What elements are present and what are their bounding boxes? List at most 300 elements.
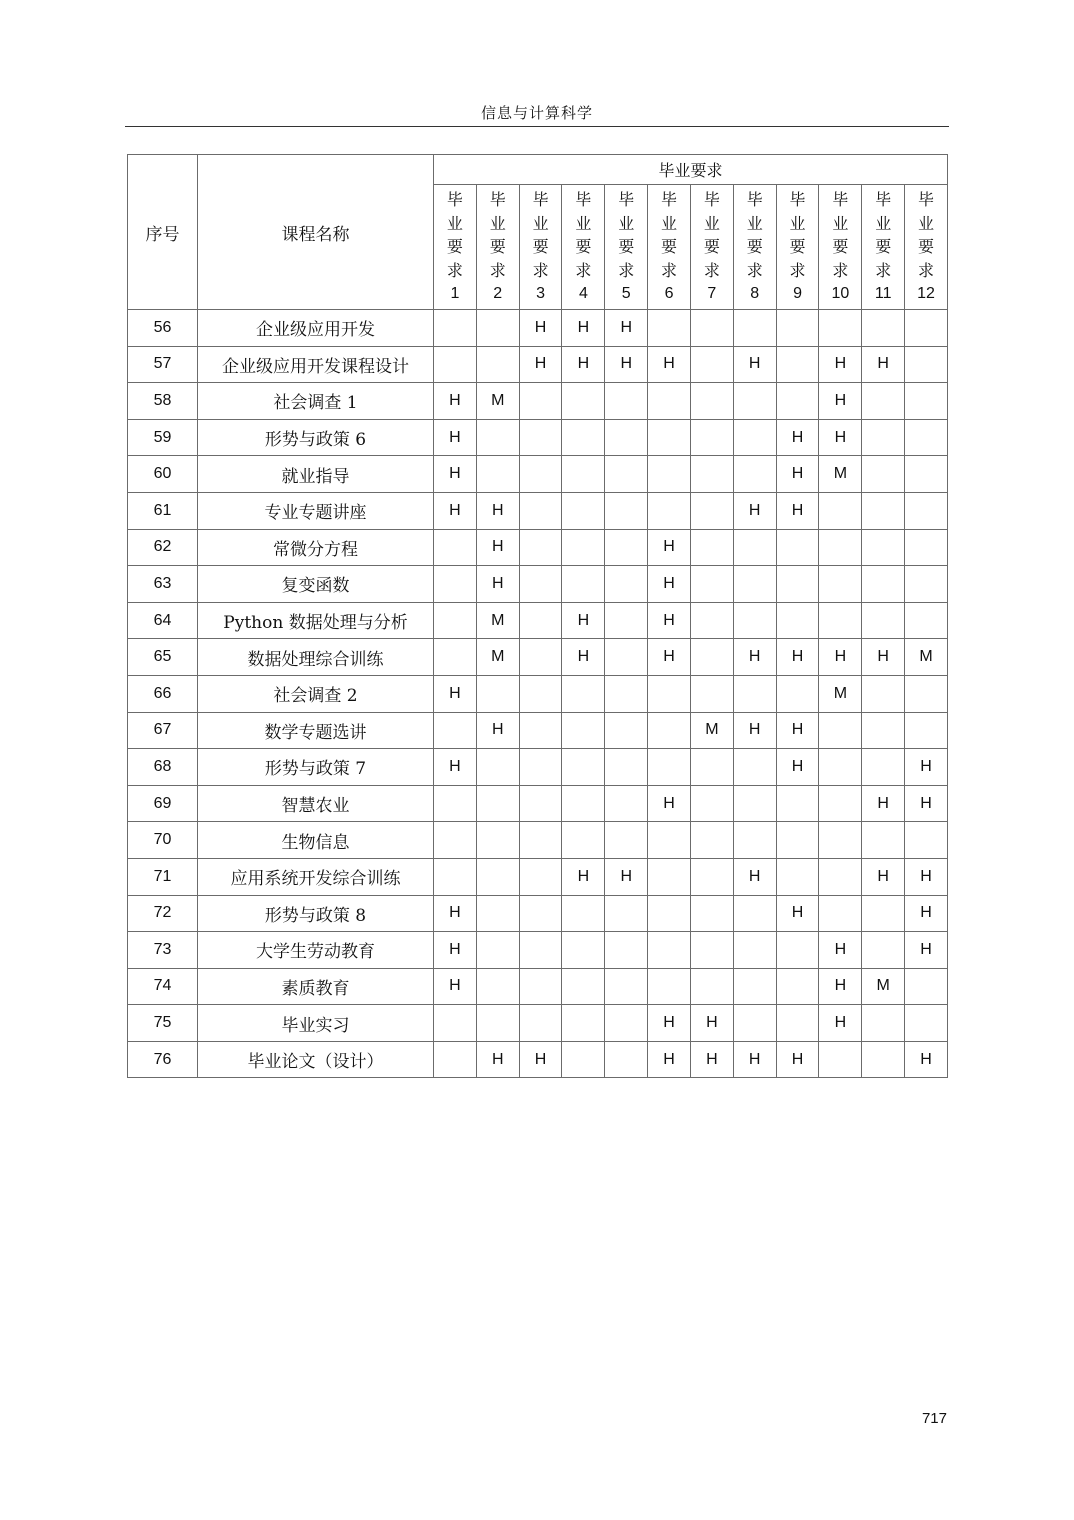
requirement-mark: H bbox=[648, 1041, 691, 1078]
requirement-mark bbox=[776, 529, 819, 566]
requirement-mark bbox=[648, 492, 691, 529]
table-row bbox=[128, 1041, 948, 1078]
requirement-mark bbox=[690, 858, 733, 895]
requirement-mark: H bbox=[733, 346, 776, 383]
requirement-mark bbox=[690, 895, 733, 932]
row-number: 58 bbox=[128, 383, 198, 420]
requirement-mark bbox=[690, 383, 733, 420]
requirement-mark bbox=[862, 895, 905, 932]
row-number: 59 bbox=[128, 419, 198, 456]
req-header-label: 毕业要求 bbox=[832, 190, 849, 280]
requirement-mark bbox=[605, 456, 648, 493]
req-header-label: 毕业要求 bbox=[489, 190, 506, 280]
requirement-mark bbox=[819, 785, 862, 822]
requirement-mark bbox=[819, 712, 862, 749]
req-header-number: 10 bbox=[831, 285, 850, 303]
requirement-mark bbox=[562, 968, 605, 1005]
requirement-mark bbox=[605, 749, 648, 786]
req-header-label: 毕业要求 bbox=[918, 190, 935, 280]
requirement-mark: M bbox=[819, 675, 862, 712]
requirement-mark bbox=[862, 419, 905, 456]
requirement-mark: H bbox=[648, 346, 691, 383]
req-header-7 bbox=[690, 185, 733, 310]
requirement-mark bbox=[905, 383, 948, 420]
course-name: 应用系统开发综合训练 bbox=[198, 858, 434, 895]
req-header-3 bbox=[519, 185, 562, 310]
requirement-mark: H bbox=[434, 456, 477, 493]
requirement-mark bbox=[519, 932, 562, 969]
requirement-mark bbox=[476, 895, 519, 932]
requirement-mark bbox=[648, 968, 691, 1005]
requirement-mark bbox=[562, 749, 605, 786]
requirement-mark bbox=[862, 712, 905, 749]
table-row bbox=[128, 968, 948, 1005]
req-header-10 bbox=[819, 185, 862, 310]
table-row bbox=[128, 456, 948, 493]
requirement-mark bbox=[434, 1005, 477, 1042]
requirement-mark bbox=[733, 456, 776, 493]
requirement-mark bbox=[519, 895, 562, 932]
requirement-mark bbox=[819, 749, 862, 786]
course-name: 就业指导 bbox=[198, 456, 434, 493]
course-name: 数据处理综合训练 bbox=[198, 639, 434, 676]
course-name: 复变函数 bbox=[198, 566, 434, 603]
requirement-mark bbox=[605, 529, 648, 566]
requirement-mark: H bbox=[905, 932, 948, 969]
course-name: 形势与政策 8 bbox=[198, 895, 434, 932]
requirement-mark bbox=[562, 419, 605, 456]
requirement-mark bbox=[776, 383, 819, 420]
requirement-mark bbox=[862, 310, 905, 347]
requirement-mark bbox=[605, 492, 648, 529]
requirement-mark bbox=[519, 858, 562, 895]
requirement-mark bbox=[819, 310, 862, 347]
requirement-mark bbox=[690, 456, 733, 493]
row-number: 56 bbox=[128, 310, 198, 347]
req-header-number: 5 bbox=[621, 285, 631, 303]
requirement-mark bbox=[562, 529, 605, 566]
requirement-mark: H bbox=[733, 712, 776, 749]
table-row bbox=[128, 1005, 948, 1042]
requirement-mark bbox=[862, 1041, 905, 1078]
row-number: 69 bbox=[128, 785, 198, 822]
row-number: 74 bbox=[128, 968, 198, 1005]
requirement-mark bbox=[733, 419, 776, 456]
requirement-mark bbox=[519, 529, 562, 566]
requirement-mark bbox=[434, 712, 477, 749]
requirement-mark: M bbox=[690, 712, 733, 749]
requirement-mark bbox=[562, 1041, 605, 1078]
requirement-mark bbox=[605, 383, 648, 420]
requirement-mark bbox=[519, 749, 562, 786]
col-course-header: 课程名称 bbox=[198, 155, 434, 310]
requirement-mark bbox=[476, 456, 519, 493]
row-number: 71 bbox=[128, 858, 198, 895]
table-row bbox=[128, 749, 948, 786]
requirement-mark bbox=[648, 456, 691, 493]
table-row bbox=[128, 419, 948, 456]
col-index-header: 序号 bbox=[128, 155, 198, 310]
requirement-mark bbox=[862, 456, 905, 493]
requirement-mark: H bbox=[476, 566, 519, 603]
requirement-mark bbox=[690, 749, 733, 786]
requirement-mark bbox=[562, 932, 605, 969]
requirement-mark: H bbox=[690, 1005, 733, 1042]
requirement-mark bbox=[776, 1005, 819, 1042]
graduation-requirements-table bbox=[127, 154, 948, 1078]
requirement-mark bbox=[648, 749, 691, 786]
course-name: 专业专题讲座 bbox=[198, 492, 434, 529]
requirement-mark bbox=[648, 712, 691, 749]
requirement-mark bbox=[519, 492, 562, 529]
requirement-mark bbox=[905, 346, 948, 383]
requirement-mark bbox=[605, 822, 648, 859]
requirement-mark bbox=[776, 822, 819, 859]
requirement-mark bbox=[905, 456, 948, 493]
requirement-mark bbox=[519, 712, 562, 749]
requirement-mark: M bbox=[476, 639, 519, 676]
requirement-mark: H bbox=[648, 602, 691, 639]
course-name: 大学生劳动教育 bbox=[198, 932, 434, 969]
requirement-mark bbox=[733, 566, 776, 603]
requirement-mark bbox=[690, 492, 733, 529]
requirement-mark bbox=[562, 895, 605, 932]
course-name: 毕业实习 bbox=[198, 1005, 434, 1042]
requirement-mark bbox=[862, 383, 905, 420]
requirement-mark bbox=[519, 456, 562, 493]
requirement-mark bbox=[605, 932, 648, 969]
req-header-number: 11 bbox=[874, 285, 892, 303]
requirement-mark bbox=[562, 785, 605, 822]
requirement-mark bbox=[690, 932, 733, 969]
course-name: 生物信息 bbox=[198, 822, 434, 859]
requirement-mark: H bbox=[862, 639, 905, 676]
requirement-mark bbox=[905, 968, 948, 1005]
requirement-mark: H bbox=[476, 492, 519, 529]
requirements-group-header: 毕业要求 bbox=[434, 155, 948, 185]
requirement-mark bbox=[819, 602, 862, 639]
requirement-mark bbox=[476, 749, 519, 786]
requirement-mark bbox=[562, 822, 605, 859]
requirement-mark bbox=[605, 895, 648, 932]
requirement-mark bbox=[476, 419, 519, 456]
requirement-mark: H bbox=[733, 639, 776, 676]
requirement-mark bbox=[519, 602, 562, 639]
requirement-mark: H bbox=[733, 1041, 776, 1078]
requirement-mark bbox=[905, 822, 948, 859]
course-name: 毕业论文（设计） bbox=[198, 1041, 434, 1078]
course-name: 形势与政策 7 bbox=[198, 749, 434, 786]
requirement-mark bbox=[733, 383, 776, 420]
row-number: 72 bbox=[128, 895, 198, 932]
requirement-mark: H bbox=[776, 492, 819, 529]
requirement-mark bbox=[434, 529, 477, 566]
row-number: 60 bbox=[128, 456, 198, 493]
requirement-mark bbox=[776, 675, 819, 712]
table-row bbox=[128, 310, 948, 347]
requirement-mark bbox=[776, 932, 819, 969]
requirement-mark bbox=[648, 932, 691, 969]
requirement-mark: H bbox=[819, 1005, 862, 1042]
requirement-mark bbox=[733, 602, 776, 639]
requirement-mark: H bbox=[690, 1041, 733, 1078]
requirement-mark bbox=[605, 675, 648, 712]
requirement-mark bbox=[562, 456, 605, 493]
requirement-mark: H bbox=[648, 785, 691, 822]
req-header-number: 1 bbox=[450, 285, 460, 303]
requirement-mark: H bbox=[519, 1041, 562, 1078]
requirement-mark bbox=[605, 419, 648, 456]
requirement-mark bbox=[862, 822, 905, 859]
requirement-mark bbox=[905, 419, 948, 456]
requirement-mark: H bbox=[648, 529, 691, 566]
req-header-number: 4 bbox=[578, 285, 588, 303]
requirement-mark bbox=[862, 1005, 905, 1042]
requirement-mark: H bbox=[434, 749, 477, 786]
requirement-mark bbox=[648, 858, 691, 895]
requirement-mark bbox=[690, 639, 733, 676]
req-header-8 bbox=[733, 185, 776, 310]
requirement-mark: H bbox=[905, 895, 948, 932]
req-header-label: 毕业要求 bbox=[532, 190, 549, 280]
requirement-mark bbox=[519, 419, 562, 456]
requirement-mark bbox=[476, 822, 519, 859]
requirement-mark bbox=[862, 602, 905, 639]
req-header-label: 毕业要求 bbox=[618, 190, 635, 280]
req-header-label: 毕业要求 bbox=[703, 190, 720, 280]
requirement-mark: H bbox=[434, 383, 477, 420]
requirement-mark bbox=[605, 785, 648, 822]
req-header-label: 毕业要求 bbox=[575, 190, 592, 280]
requirement-mark: H bbox=[905, 785, 948, 822]
requirement-mark: H bbox=[819, 346, 862, 383]
requirement-mark bbox=[434, 858, 477, 895]
requirement-mark bbox=[905, 712, 948, 749]
table-row bbox=[128, 785, 948, 822]
requirement-mark: H bbox=[562, 858, 605, 895]
requirement-mark: H bbox=[562, 310, 605, 347]
requirement-mark bbox=[434, 785, 477, 822]
table-row bbox=[128, 822, 948, 859]
requirement-mark bbox=[819, 529, 862, 566]
req-header-label: 毕业要求 bbox=[789, 190, 806, 280]
requirement-mark bbox=[905, 566, 948, 603]
row-number: 68 bbox=[128, 749, 198, 786]
requirement-mark bbox=[434, 566, 477, 603]
requirement-mark bbox=[562, 492, 605, 529]
header-title: 信息与计算科学 bbox=[480, 104, 593, 122]
requirement-mark bbox=[862, 529, 905, 566]
requirement-mark bbox=[476, 932, 519, 969]
requirement-mark bbox=[605, 1005, 648, 1042]
requirement-mark: H bbox=[519, 310, 562, 347]
requirement-mark: M bbox=[476, 383, 519, 420]
requirement-mark bbox=[562, 675, 605, 712]
req-header-number: 8 bbox=[750, 285, 760, 303]
requirement-mark: H bbox=[776, 895, 819, 932]
requirement-mark: H bbox=[733, 492, 776, 529]
req-header-number: 3 bbox=[536, 285, 546, 303]
requirement-mark: H bbox=[648, 639, 691, 676]
requirement-mark bbox=[862, 566, 905, 603]
requirement-mark bbox=[562, 383, 605, 420]
course-name: 数学专题选讲 bbox=[198, 712, 434, 749]
requirement-mark bbox=[648, 675, 691, 712]
requirement-mark bbox=[434, 310, 477, 347]
requirement-mark: H bbox=[905, 749, 948, 786]
requirement-mark bbox=[776, 968, 819, 1005]
requirement-mark bbox=[776, 785, 819, 822]
table-row bbox=[128, 602, 948, 639]
req-header-11 bbox=[862, 185, 905, 310]
requirement-mark: H bbox=[905, 1041, 948, 1078]
requirement-mark bbox=[648, 419, 691, 456]
requirement-mark: H bbox=[819, 419, 862, 456]
course-name: 社会调查 2 bbox=[198, 675, 434, 712]
requirement-mark bbox=[605, 566, 648, 603]
requirement-mark: H bbox=[905, 858, 948, 895]
req-header-4 bbox=[562, 185, 605, 310]
row-number: 70 bbox=[128, 822, 198, 859]
requirement-mark: H bbox=[819, 968, 862, 1005]
table-body bbox=[128, 310, 948, 1078]
requirement-mark bbox=[519, 785, 562, 822]
requirement-mark: H bbox=[776, 749, 819, 786]
course-name: 企业级应用开发 bbox=[198, 310, 434, 347]
requirement-mark bbox=[819, 895, 862, 932]
requirement-mark bbox=[434, 822, 477, 859]
requirement-mark bbox=[776, 346, 819, 383]
requirement-mark: H bbox=[562, 602, 605, 639]
requirement-mark: H bbox=[605, 310, 648, 347]
requirement-mark bbox=[605, 712, 648, 749]
requirement-mark bbox=[605, 968, 648, 1005]
requirement-mark bbox=[690, 310, 733, 347]
row-number: 75 bbox=[128, 1005, 198, 1042]
requirement-mark bbox=[519, 968, 562, 1005]
requirement-mark bbox=[605, 1041, 648, 1078]
course-name: 素质教育 bbox=[198, 968, 434, 1005]
requirement-mark: M bbox=[862, 968, 905, 1005]
requirement-mark: M bbox=[905, 639, 948, 676]
table-row bbox=[128, 566, 948, 603]
requirement-mark bbox=[605, 602, 648, 639]
requirement-mark bbox=[648, 310, 691, 347]
req-header-1 bbox=[434, 185, 477, 310]
requirement-mark bbox=[690, 785, 733, 822]
req-header-number: 6 bbox=[664, 285, 674, 303]
requirement-mark: H bbox=[434, 932, 477, 969]
page-number: 717 bbox=[921, 1410, 947, 1427]
requirement-mark: H bbox=[862, 858, 905, 895]
course-name: 常微分方程 bbox=[198, 529, 434, 566]
requirement-mark bbox=[733, 895, 776, 932]
row-number: 65 bbox=[128, 639, 198, 676]
requirement-mark: H bbox=[776, 456, 819, 493]
requirement-mark: H bbox=[776, 1041, 819, 1078]
req-header-number: 2 bbox=[493, 285, 503, 303]
requirement-mark bbox=[434, 602, 477, 639]
requirement-mark bbox=[733, 529, 776, 566]
requirement-mark: H bbox=[648, 1005, 691, 1042]
course-name: 社会调查 1 bbox=[198, 383, 434, 420]
requirement-mark bbox=[733, 749, 776, 786]
requirement-mark bbox=[733, 310, 776, 347]
requirement-mark bbox=[819, 566, 862, 603]
requirement-mark bbox=[819, 858, 862, 895]
requirement-mark bbox=[819, 492, 862, 529]
requirement-mark bbox=[648, 895, 691, 932]
requirement-mark: M bbox=[819, 456, 862, 493]
requirement-mark: H bbox=[434, 895, 477, 932]
requirement-mark: H bbox=[434, 419, 477, 456]
requirement-mark bbox=[476, 675, 519, 712]
requirement-mark bbox=[476, 858, 519, 895]
table-row bbox=[128, 675, 948, 712]
requirement-mark bbox=[519, 1005, 562, 1042]
requirement-mark bbox=[690, 419, 733, 456]
requirement-mark bbox=[733, 675, 776, 712]
requirement-mark bbox=[905, 602, 948, 639]
requirement-mark bbox=[733, 932, 776, 969]
requirement-mark bbox=[690, 968, 733, 1005]
table-row bbox=[128, 895, 948, 932]
requirement-mark: H bbox=[605, 346, 648, 383]
req-header-number: 12 bbox=[917, 285, 935, 303]
requirement-mark: H bbox=[819, 639, 862, 676]
requirement-mark bbox=[819, 1041, 862, 1078]
requirement-mark bbox=[690, 675, 733, 712]
requirement-mark bbox=[562, 566, 605, 603]
req-header-label: 毕业要求 bbox=[661, 190, 678, 280]
row-number: 76 bbox=[128, 1041, 198, 1078]
course-name: 形势与政策 6 bbox=[198, 419, 434, 456]
table-row bbox=[128, 712, 948, 749]
req-header-2 bbox=[476, 185, 519, 310]
requirement-mark: M bbox=[476, 602, 519, 639]
requirement-mark bbox=[733, 822, 776, 859]
table-row bbox=[128, 529, 948, 566]
requirement-mark: H bbox=[776, 712, 819, 749]
requirement-mark bbox=[690, 346, 733, 383]
requirement-mark bbox=[905, 310, 948, 347]
table-header bbox=[128, 155, 948, 310]
row-number: 61 bbox=[128, 492, 198, 529]
requirement-mark bbox=[776, 566, 819, 603]
requirement-mark bbox=[562, 1005, 605, 1042]
requirement-mark bbox=[519, 639, 562, 676]
requirement-mark: H bbox=[776, 639, 819, 676]
req-header-12 bbox=[905, 185, 948, 310]
requirement-mark bbox=[776, 310, 819, 347]
requirement-mark bbox=[519, 566, 562, 603]
requirement-mark bbox=[862, 749, 905, 786]
requirement-mark bbox=[690, 566, 733, 603]
requirement-mark: H bbox=[648, 566, 691, 603]
requirement-mark: H bbox=[776, 419, 819, 456]
table-row bbox=[128, 639, 948, 676]
requirement-mark: H bbox=[476, 712, 519, 749]
requirement-mark bbox=[476, 785, 519, 822]
table-row bbox=[128, 383, 948, 420]
requirement-mark bbox=[562, 712, 605, 749]
requirement-mark: H bbox=[819, 383, 862, 420]
requirement-mark bbox=[905, 492, 948, 529]
requirement-mark bbox=[862, 932, 905, 969]
requirement-mark bbox=[434, 639, 477, 676]
req-header-5 bbox=[605, 185, 648, 310]
row-number: 62 bbox=[128, 529, 198, 566]
